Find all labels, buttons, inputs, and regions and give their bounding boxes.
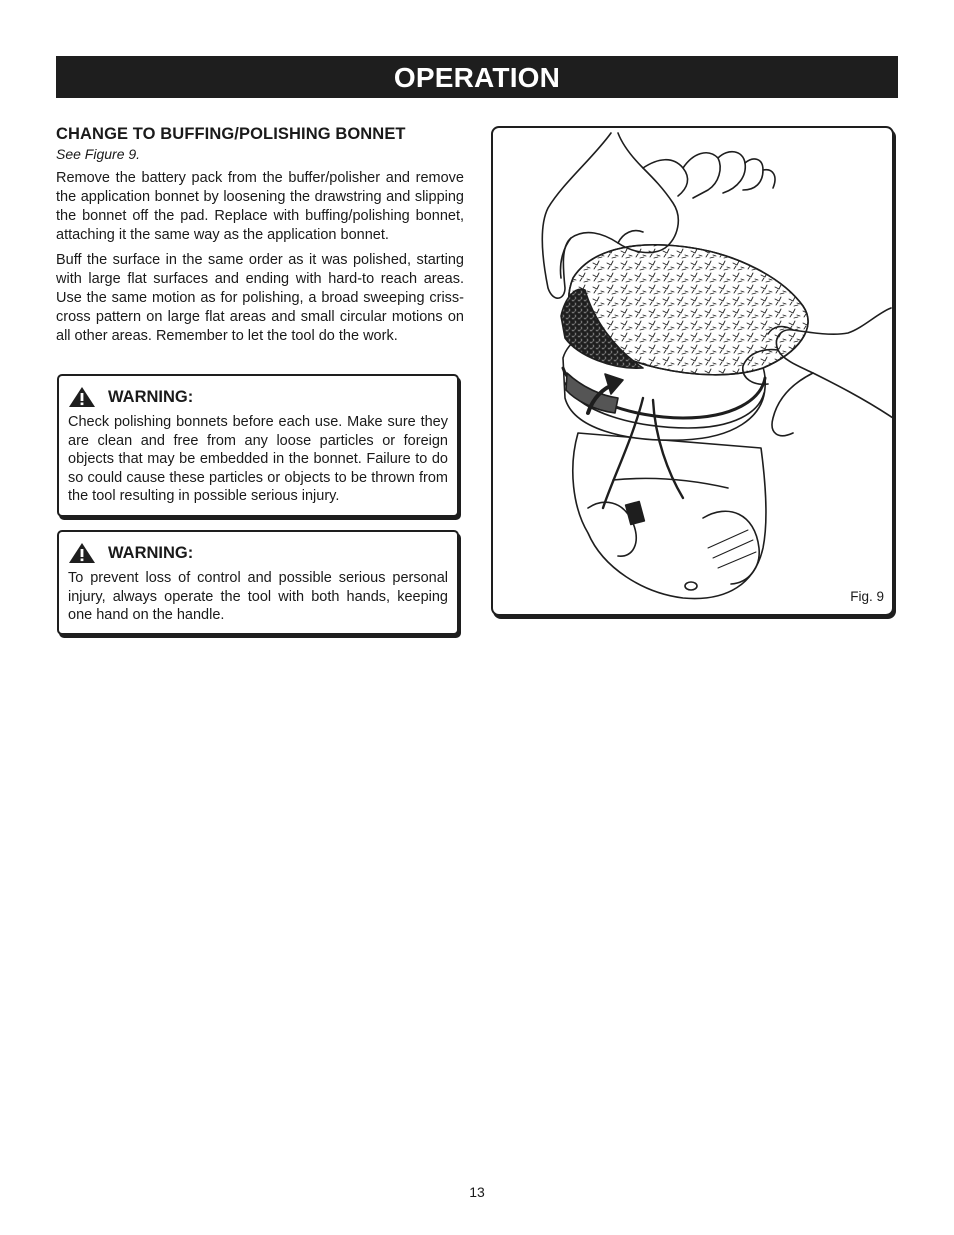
warning-text: Check polishing bonnets before each use. Make sure they are clean and free from any loose particles or foreign objects that may be embedded in the bonnet. Failure to do so could cause these particles or objects to be thrown from the tool resulting in possible serious injury. <box>68 414 448 504</box>
paragraph-buff-surface: Buff the surface in the same order as it was polished, starting with large flat surfaces and ending with hard-to reach areas. Use the same motion as for polishing, a broad sweeping criss-cross pattern on large flat areas and small circular motions on all other areas. Remember to let the tool do the work. <box>56 252 464 344</box>
buffer-bonnet-illustration <box>493 128 894 616</box>
paragraph-replace-bonnet: Remove the battery pack from the buffer/polisher and remove the application bonnet by loosening the drawstring and slipping the bonnet off the pad. Replace with buffing/polishing bonnet, attaching it the same way as the application bonnet. <box>56 170 464 243</box>
left-column <box>56 124 464 346</box>
warning-box-both-hands <box>57 530 459 635</box>
warning-header <box>68 386 448 408</box>
warning-title: WARNING: <box>108 544 194 562</box>
warning-triangle-icon <box>68 386 96 408</box>
section-title: CHANGE TO BUFFING/POLISHING BONNET <box>56 125 406 143</box>
warning-triangle-icon <box>68 542 96 564</box>
warning-text: To prevent loss of control and possible serious personal injury, always operate the tool with both hands, keeping one hand on the handle. <box>68 570 448 623</box>
warning-header <box>68 542 448 564</box>
figure-label: Fig. 9 <box>850 589 884 604</box>
figure-reference: See Figure 9. <box>56 146 141 162</box>
figure-9-frame <box>491 126 894 616</box>
warning-box-bonnet-check <box>57 374 459 517</box>
section-banner: OPERATION <box>56 56 898 98</box>
warning-title: WARNING: <box>108 388 194 406</box>
page-number: 13 <box>469 1184 485 1200</box>
